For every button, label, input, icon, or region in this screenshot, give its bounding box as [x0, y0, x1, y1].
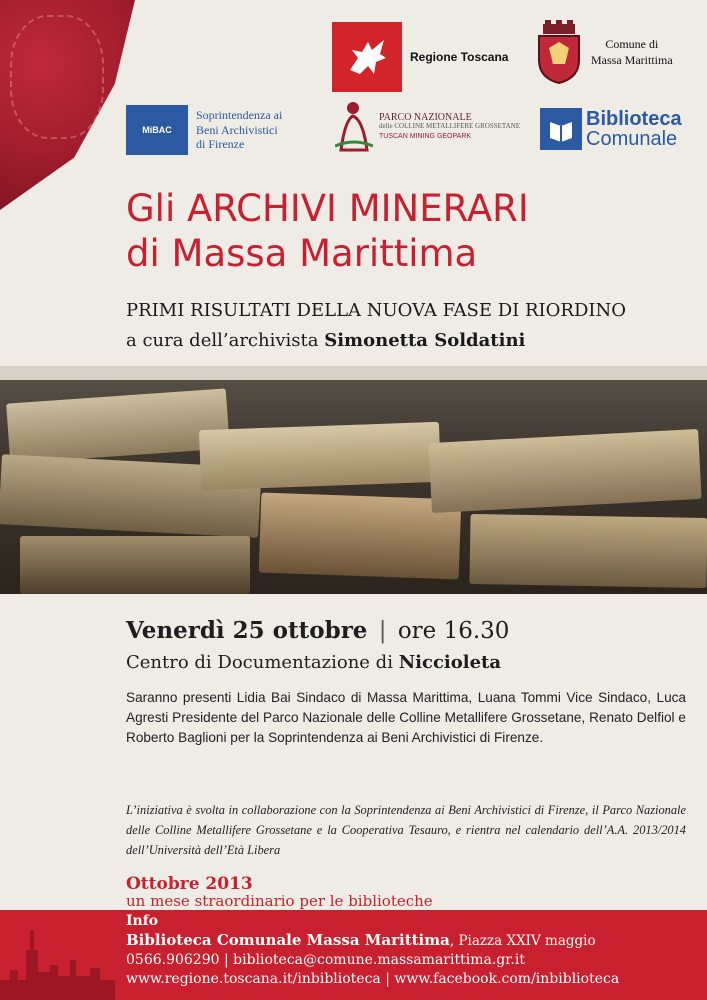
collaboration-note: L’iniziativa è svolta in collaborazione con la Soprintendenza ai Beni Archivistici di Firenze, il Parco Nazionale delle Colline Metallifere Grossetane e la Cooperativa Tesauro, e rientra nel calendario dell’A.A. 2013/2014 dell’Università dell’Età Libera — [126, 803, 686, 857]
venue-name: Niccioleta — [398, 652, 502, 673]
paper-stack — [199, 422, 441, 490]
soprintendenza-logo — [126, 105, 282, 155]
biblioteca-comunale-logo — [540, 108, 682, 150]
paper-stack — [20, 536, 250, 594]
biblioteca-label-line-2: Comunale — [586, 128, 678, 150]
comune-massa-marittima-logo — [535, 20, 673, 84]
date-time-separator: | — [378, 618, 387, 644]
info-address: , Piazza XXIV maggio — [449, 933, 596, 949]
info-org-line — [126, 931, 701, 951]
curator-prefix: a cura dell’archivista — [126, 330, 325, 351]
paper-stack — [469, 514, 707, 588]
archive-papers-photo — [0, 366, 707, 594]
info-heading: Info — [126, 913, 159, 929]
comune-label-line-1: Comune di — [605, 36, 659, 51]
curator-name: Simonetta Soldatini — [324, 330, 526, 351]
comune-label-line-2: Massa Marittima — [591, 53, 673, 67]
photo-shelf — [0, 366, 707, 380]
town-skyline-icon — [0, 910, 115, 1000]
soprintendenza-label-line-2: Beni Archivistici — [196, 122, 278, 137]
title-line-1: Gli ARCHIVI MINERARI — [126, 187, 529, 230]
info-web: www.regione.toscana.it/inbiblioteca | www.facebook.com/inbiblioteca — [126, 971, 620, 987]
event-date-time — [126, 616, 509, 646]
subtitle-line-1: PRIMI RISULTATI DELLA NUOVA FASE DI RIORDINO — [126, 300, 627, 321]
parco-figure-icon — [335, 100, 373, 152]
biblioteca-label-line-1: Biblioteca — [586, 108, 682, 130]
regione-toscana-logo — [332, 22, 508, 92]
coat-of-arms-icon — [535, 20, 583, 84]
campaign-tagline: un mese straordinario per le biblioteche — [126, 892, 433, 910]
title-line-2: di Massa Marittima — [126, 232, 478, 275]
campaign-month: Ottobre 2013 — [126, 874, 253, 894]
paper-stack — [6, 388, 230, 463]
parco-label-line-3: TUSCAN MINING GEOPARK — [379, 132, 472, 140]
book-icon — [540, 108, 582, 150]
event-date: Venerdì 25 ottobre — [126, 617, 368, 644]
decorative-corner-art — [0, 0, 135, 210]
info-org: Biblioteca Comunale Massa Marittima — [126, 931, 450, 949]
parco-label-line-2: delle COLLINE METALLIFERE GROSSETANE — [379, 121, 521, 130]
regione-toscana-label: Regione Toscana — [410, 50, 509, 64]
mbac-mark-icon: MiBAC — [126, 105, 188, 155]
pegasus-icon — [332, 22, 402, 92]
parco-nazionale-logo — [335, 100, 520, 152]
subtitle — [126, 296, 626, 356]
event-time: ore 16.30 — [397, 618, 510, 644]
venue-prefix: Centro di Documentazione di — [126, 652, 399, 673]
soprintendenza-label-line-3: di Firenze — [196, 137, 245, 152]
page-title — [126, 186, 529, 276]
paper-stack — [428, 429, 701, 513]
info-lines — [126, 912, 701, 989]
event-venue — [126, 652, 501, 673]
parco-label-line-1: PARCO NAZIONALE — [379, 111, 472, 123]
info-contact: 0566.906290 | biblioteca@comune.massamarittima.gr.it — [126, 952, 525, 968]
curator-line — [126, 326, 626, 356]
participants-paragraph: Saranno presenti Lidia Bai Sindaco di Massa Marittima, Luana Tommi Vice Sindaco, Luca Agresti Presidente del Parco Nazionale delle Colline Metallifere Grossetane, Renato Delfiol e Roberto Baglioni per la Soprintendenza ai Beni Archivistici di Firenze. — [126, 690, 686, 745]
soprintendenza-label-line-1: Soprintendenza ai — [196, 108, 283, 123]
info-box — [0, 910, 707, 1000]
